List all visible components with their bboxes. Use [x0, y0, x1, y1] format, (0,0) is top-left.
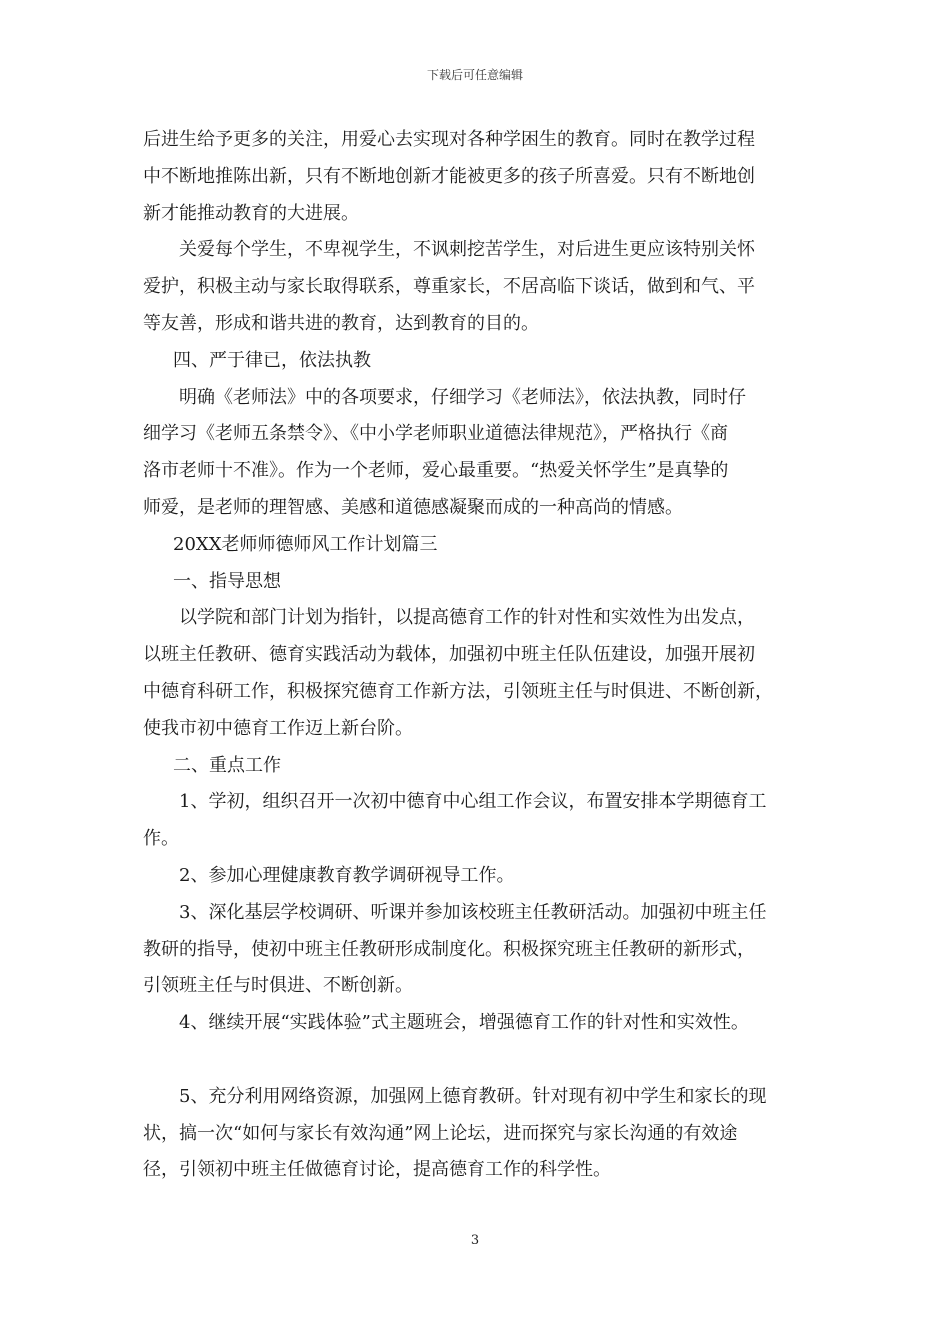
list-item-line: 状，搞一次“如何与家长有效沟通”网上论坛，进而探究与家长沟通的有效途: [143, 1122, 738, 1144]
paragraph-line: 等友善，形成和谐共进的教育，达到教育的目的。: [143, 312, 539, 334]
paragraph-line: 新才能推动教育的大进展。: [143, 202, 359, 224]
paragraph-line: 以学院和部门计划为指针，以提高德育工作的针对性和实效性为出发点，: [179, 607, 755, 629]
paragraph-line: 中德育科研工作，积极探究德育工作新方法，引领班主任与时俱进、不断创新，: [143, 680, 773, 702]
list-item-line: 1、学初，组织召开一次初中德育中心组工作会议，布置安排本学期德育工: [179, 791, 767, 813]
document-body: [143, 122, 815, 1189]
paragraph-line: 中不断地推陈出新，只有不断地创新才能被更多的孩子所喜爱。只有不断地创: [143, 165, 755, 187]
paragraph-line: 洛市老师十不准》。作为一个老师，爱心最重要。“热爱关怀学生”是真挚的: [143, 460, 729, 482]
paragraph-line: 后进生给予更多的关注，用爱心去实现对各种学困生的教育。同时在教学过程: [143, 129, 755, 150]
list-item-line: 作。: [143, 828, 179, 850]
list-item-line: 引领班主任与时俱进、不断创新。: [143, 975, 413, 997]
section-heading: 四、严于律已，依法执教: [173, 349, 371, 371]
list-item-line: 2、参加心理健康教育教学调研视导工作。: [179, 864, 515, 886]
paragraph-line: 使我市初中德育工作迈上新台阶。: [143, 717, 413, 739]
paragraph-line: 以班主任教研、德育实践活动为载体，加强初中班主任队伍建设，加强开展初: [143, 644, 755, 666]
list-item-line: 教研的指导，使初中班主任教研形成制度化。积极探究班主任教研的新形式，: [143, 938, 755, 960]
list-item-line: 3、深化基层学校调研、听课并参加该校班主任教研活动。加强初中班主任: [179, 901, 767, 923]
page-number: 3: [470, 1233, 480, 1248]
list-item-line: 5、充分利用网络资源，加强网上德育教研。针对现有初中学生和家长的现: [179, 1085, 767, 1107]
section-heading: 一、指导思想: [173, 570, 281, 592]
paragraph-line: 明确《老师法》中的各项要求，仔细学习《老师法》，依法执教，同时仔: [179, 386, 746, 408]
paragraph-line: 细学习《老师五条禁令》、《中小学老师职业道德法律规范》，严格执行《商: [143, 423, 728, 445]
paragraph-line: 师爱，是老师的理智感、美感和道德感凝聚而成的一种高尚的情感。: [143, 496, 683, 518]
article-title: 20XX老师师德师风工作计划篇三: [173, 533, 438, 555]
blank-line: [143, 1042, 815, 1079]
paragraph-line: 关爱每个学生，不卑视学生，不讽刺挖苦学生，对后进生更应该特别关怀: [179, 239, 755, 261]
list-item-line: 4、继续开展“实践体验”式主题班会，增强德育工作的针对性和实效性。: [179, 1012, 749, 1034]
section-heading: 二、重点工作: [173, 754, 281, 776]
list-item-line: 径，引领初中班主任做德育讨论，提高德育工作的科学性。: [143, 1159, 611, 1181]
page-header: 下载后可任意编辑: [426, 68, 523, 82]
paragraph-line: 爱护，积极主动与家长取得联系，尊重家长，不居高临下谈话，做到和气、平: [143, 276, 755, 298]
